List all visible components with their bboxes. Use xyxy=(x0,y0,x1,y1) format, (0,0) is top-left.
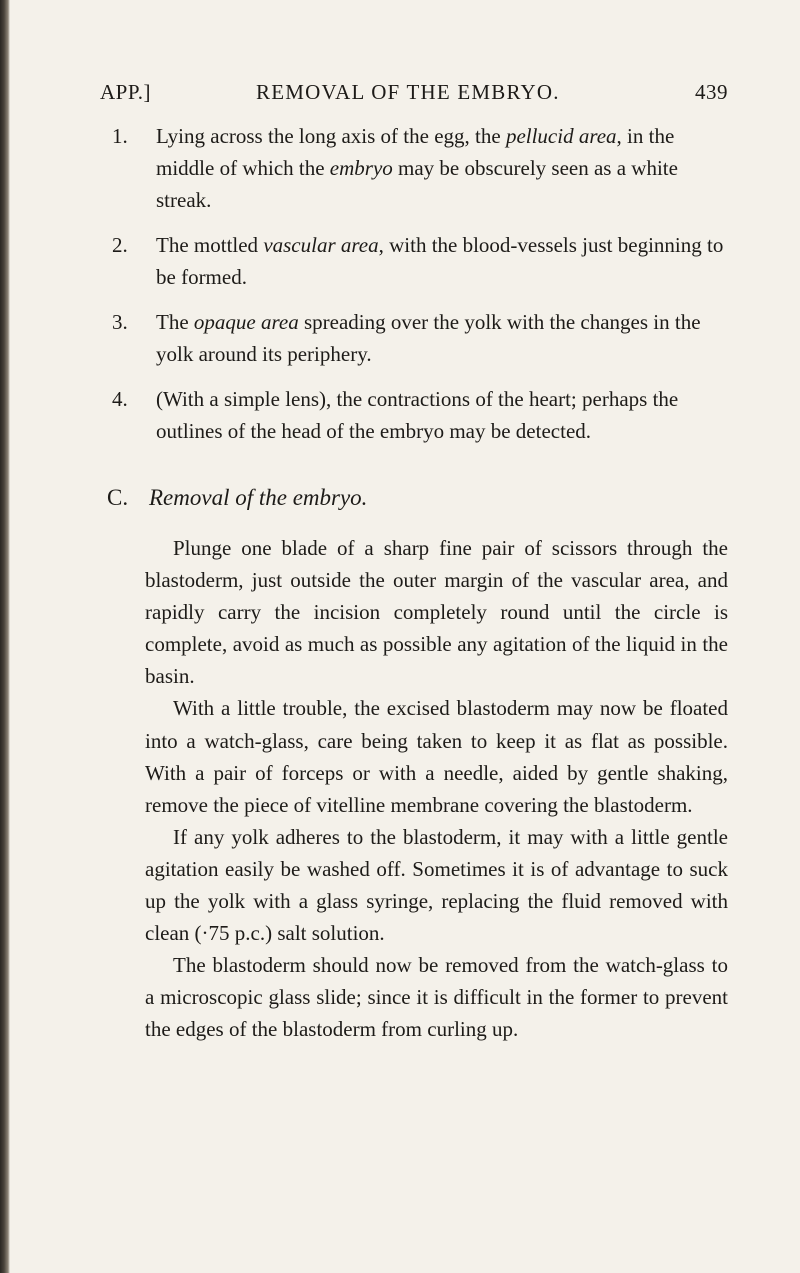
list-item-emphasis: pellucid area xyxy=(505,124,617,148)
list-item-text: may be obscurely seen as a white streak. xyxy=(156,156,678,212)
observation-list xyxy=(112,120,728,460)
list-item xyxy=(112,383,728,447)
section-title: Removal of the embryo. xyxy=(149,485,368,510)
list-item-number: 4. xyxy=(112,387,128,411)
page-binding-edge xyxy=(0,0,10,1273)
list-item-text: The xyxy=(156,310,194,334)
list-item-number: 3. xyxy=(112,310,128,334)
list-item xyxy=(112,229,728,293)
list-item-emphasis: embryo xyxy=(329,156,393,180)
paragraph: Plunge one blade of a sharp fine pair of scissors through the blastoderm, just outside the outer margin of the vascular area, and rapidly carry the incision completely round until the circle is complete, avoid as much as possible any agitation of the liquid in the basin. xyxy=(145,536,728,689)
section-body xyxy=(145,532,728,1046)
paragraph: The blastoderm should now be removed from the watch-glass to a microscopic glass slide; since it is difficult in the former to prevent the edges of the blastoderm from curling up. xyxy=(145,953,728,1042)
list-item-text: (With a simple lens), the contractions of the heart; perhaps the outlines of the head of the embryo may be detected. xyxy=(156,387,679,443)
list-item xyxy=(112,306,728,370)
list-item-number: 2. xyxy=(112,233,128,257)
paragraph: With a little trouble, the excised blastoderm may now be floated into a watch-glass, care being taken to keep it as flat as possible. With a pair of forceps or with a needle, aided by gentle shaking, remove the piece of vitelline membrane covering the blastoderm. xyxy=(145,696,728,817)
list-item-text: , in the middle of which the xyxy=(156,124,675,180)
section-letter: C. xyxy=(107,485,129,510)
list-item-text: Lying across the long axis of the egg, the xyxy=(156,124,506,148)
section-heading xyxy=(107,482,728,514)
list-item-emphasis: opaque area xyxy=(193,310,299,334)
list-item-emphasis: vascular area xyxy=(263,233,379,257)
running-head-title: REMOVAL OF THE EMBRYO. xyxy=(256,80,560,104)
list-item-text: The mottled xyxy=(156,233,264,257)
list-item xyxy=(112,120,728,216)
page-number: 439 xyxy=(695,80,728,104)
list-item-text: , with the blood-vessels just beginning to be formed. xyxy=(156,233,724,289)
list-item-text: spreading over the yolk with the changes in the yolk around its periphery. xyxy=(156,310,701,366)
running-head xyxy=(100,80,728,110)
paragraph: If any yolk adheres to the blastoderm, it may with a little gentle agitation easily be washed off. Sometimes it is of advantage to suck up the yolk with a glass syringe, replacing the fluid removed with clean (·75 p.c.) salt solution. xyxy=(145,824,728,946)
list-item-number: 1. xyxy=(112,124,128,148)
appendix-marker: APP.] xyxy=(100,80,151,104)
